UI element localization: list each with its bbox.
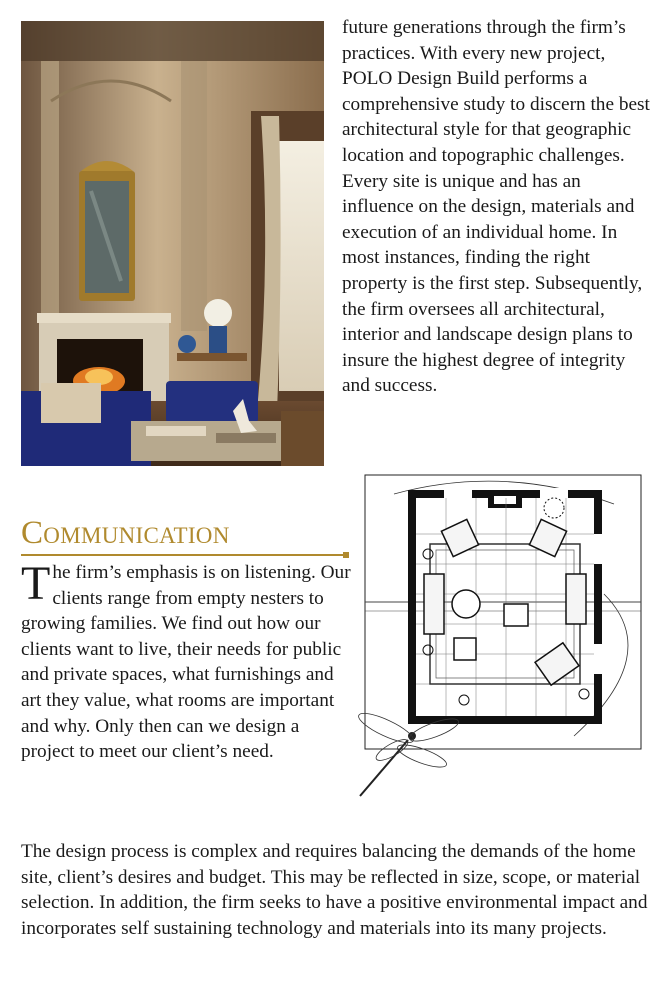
intro-paragraph: future generations through the firm’s practices. With every new project, POLO Design Build performs a comprehensive study to discern the best architectural style for that geographic location and topographic challenges. Every site is unique and has an influence on the design, materials and execution of an individual home. In most instances, finding the right property is the first step. Subsequently, the firm oversees all architectural, interior and landscape design plans to insure the highest degree of integrity and success. [342,17,650,397]
intro-continuation-text [342,15,654,399]
heading-underline-rule [21,554,347,556]
interior-room-illustration [21,21,324,466]
communication-body: he firm’s emphasis is on listening. Our clients range from empty nesters to growing families. We find out how our clients want to live, their needs for public and private spaces, what furnishings and art they value, what rooms are important and why. Only then can we design a project to meet our client’s need. [21,562,351,763]
section-heading: Communication [21,515,230,551]
dragonfly-illustration [352,706,462,802]
design-process-paragraph: The design process is complex and requires balancing the demands of the home site, client’s desires and budget. This may be reflected in size, scope, or material selection. In addition, the firm seeks to have a positive environmental impact and incorporates self sustaining technology and materials into its many projects. [21,841,648,939]
design-process-text [21,839,651,941]
interior-room-photo [21,21,324,466]
communication-heading-block [21,514,347,556]
drop-cap: T [21,557,51,610]
communication-text [21,557,351,765]
communication-paragraph [21,557,351,765]
